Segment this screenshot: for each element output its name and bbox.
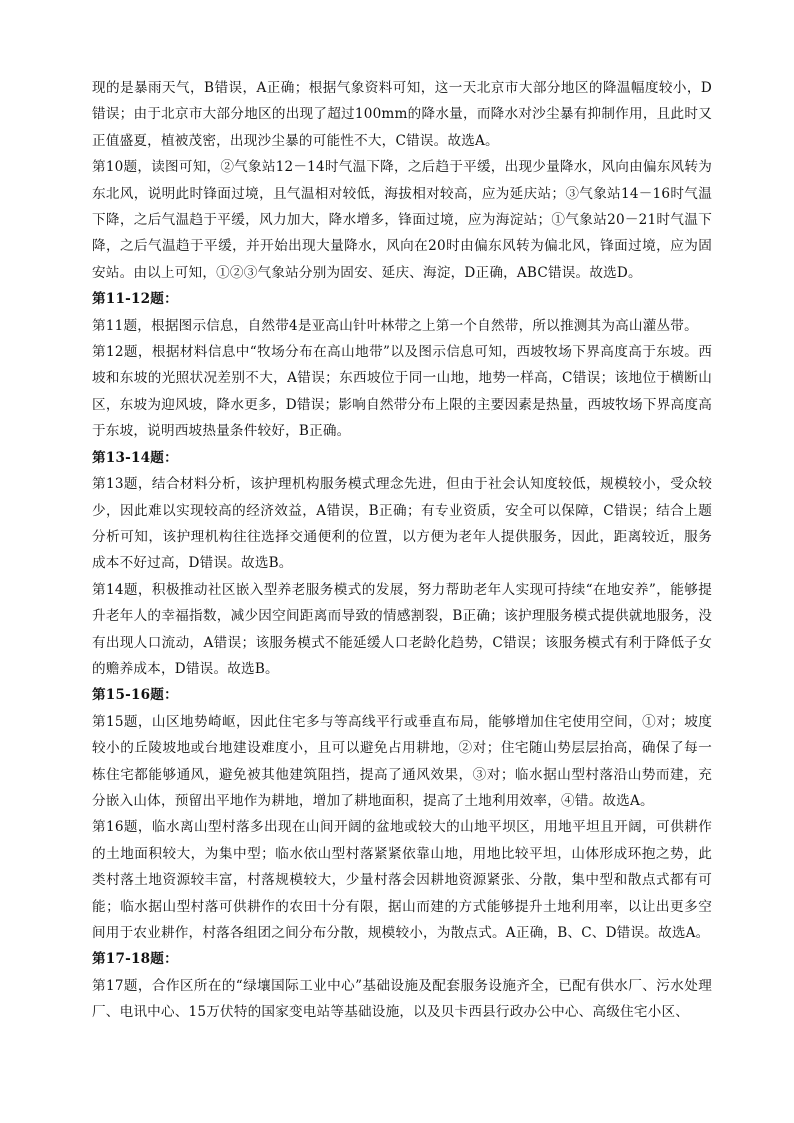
heading-questions-15-16: 第15-16题： [92, 687, 178, 704]
paragraph-question-15: 第15题，山区地势崎岖，因此住宅多与等高线平行或垂直布局，能够增加住宅使用空间，①对；坡度较小的丘陵坡地或台地建设难度小，且可以避免占用耕地，②对；住宅随山势层层抬高，确保了每一栋住宅都能够通风，避免被其他建筑阻挡，提高了通风效果，③对；临水据山型村落沿山势而建，充分嵌入山体，预留出平地作为耕地，增加了耕地面积，提高了土地利用效率，④错。故选A。 [92, 713, 712, 809]
paragraph-answer-9-continued: 现的是暴雨天气，B错误，A正确；根据气象资料可知，这一天北京市大部分地区的降温幅度较小，D错误；由于北京市大部分地区的出现了超过100mm的降水量，而降水对沙尘暴有抑制作用，且此时又正值盛夏，植被茂密，出现沙尘暴的可能性不大，C错误。故选A。 [92, 80, 712, 149]
paragraph-question-11: 第11题，根据图示信息，自然带4是亚高山针叶林带之上第一个自然带，所以推测其为高山灌丛带。 [92, 317, 698, 334]
document-page [92, 75, 712, 1026]
paragraph-question-13: 第13题，结合材料分析，该护理机构服务模式理念先进，但由于社会认知度较低，规模较小，受众较少，因此难以实现较高的经济效益，A错误，B正确；有专业资质，安全可以保障，C错误；结合上题分析可知，该护理机构往往选择交通便利的位置，以方便为老年人提供服务，因此，距离较近，服务成本不好过高，D错误。故选B。 [92, 476, 712, 572]
heading-questions-11-12: 第11-12题： [92, 291, 178, 308]
paragraph-question-14: 第14题，积极推动社区嵌入型养老服务模式的发展，努力帮助老年人实现可持续“在地安养”，能够提升老年人的幸福指数，减少因空间距离而导致的情感割裂，B正确；该护理服务模式提供就地服务，没有出现人口流动，A错误；该服务模式不能延缓人口老龄化趋势，C错误；该服务模式有利于降低子女的赡养成本，D错误。故选B。 [92, 581, 712, 677]
paragraph-question-10: 第10题，读图可知，②气象站12－14时气温下降，之后趋于平缓，出现少量降水，风向由偏东风转为东北风，说明此时锋面过境，且气温相对较低，海拔相对较高，应为延庆站；③气象站14－16时气温下降，之后气温趋于平缓，风力加大，降水增多，锋面过境，应为海淀站；①气象站20－21时气温下降，之后气温趋于平缓，并开始出现大量降水，风向在20时由偏东风转为偏北风，锋面过境，应为固安站。由以上可知，①②③气象站分别为固安、延庆、海淀，D正确，ABC错误。故选D。 [92, 159, 712, 281]
heading-questions-13-14: 第13-14题： [92, 449, 178, 466]
paragraph-question-12: 第12题，根据材料信息中“牧场分布在高山地带”以及图示信息可知，西坡牧场下界高度高于东坡。西坡和东坡的光照状况差别不大，A错误；东西坡位于同一山地，地势一样高，C错误；该地位于横断山区，东坡为迎风坡，降水更多，D错误；影响自然带分布上限的主要因素是热量，西坡牧场下界高度高于东坡，说明西坡热量条件较好，B正确。 [92, 344, 712, 440]
heading-questions-17-18: 第17-18题： [92, 951, 178, 968]
paragraph-question-17: 第17题，合作区所在的“绿壤国际工业中心”基础设施及配套服务设施齐全，已配有供水厂、污水处理厂、电讯中心、15万伏特的国家变电站等基础设施，以及贝卡西县行政办公中心、高级住宅小区、 [92, 977, 712, 1021]
paragraph-question-16: 第16题，临水离山型村落多出现在山间开阔的盆地或较大的山地平坝区，用地平坦且开阔，可供耕作的土地面积较大，为集中型；临水依山型村落紧紧依靠山地，用地比较平坦，山体形成环抱之势，此类村落土地资源较丰富，村落规模较大，少量村落会因耕地资源紧张、分散，集中型和散点式都有可能；临水据山型村落可供耕作的农田十分有限，据山而建的方式能够提升土地利用率，以让出更多空间用于农业耕作，村落各组团之间分布分散，规模较小，为散点式。A正确，B、C、D错误。故选A。 [92, 819, 712, 941]
